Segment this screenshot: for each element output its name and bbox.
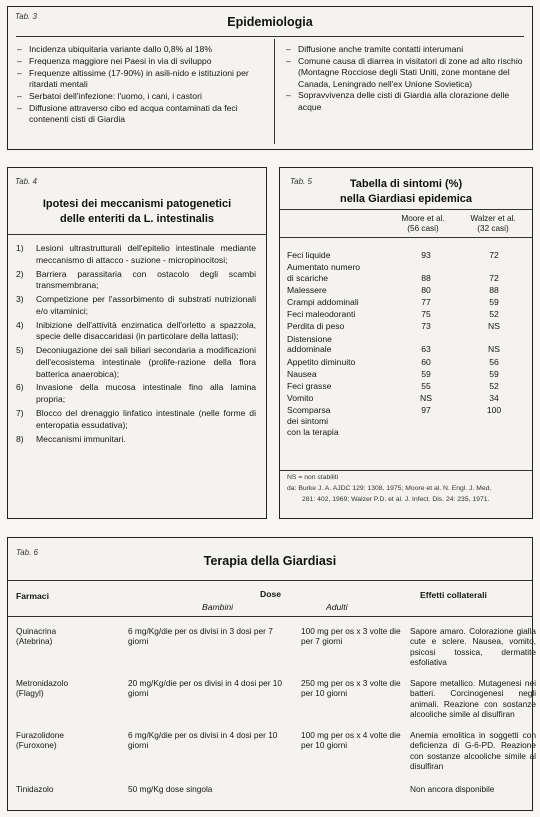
numbered-item [16, 434, 256, 446]
list-item [17, 103, 263, 126]
list-item-text: Diffusione anche tramite contatti interumani [298, 44, 464, 54]
moore-value: 75 [421, 309, 431, 320]
dose-bambini: 6 mg/Kg/die per os divisi in 3 dosi per 7 giorni [128, 626, 273, 647]
walzer-value: 59 [489, 368, 499, 379]
tab5-col2-sub: (32 casi) [477, 224, 509, 233]
drug-name-line: (Flagyl) [16, 688, 44, 699]
symptom-name-line: dei sintomi [287, 415, 329, 426]
dose-adulti: 100 mg per os x 4 volte die per 10 giorni [301, 730, 401, 751]
walzer-value: 59 [489, 297, 499, 308]
tab4-title-line1: Ipotesi dei meccanismi patogenetici [42, 198, 232, 210]
list-item-text: Diffusione attraverso cibo ed acqua contaminati da feci contenenti cisti di Giardia [29, 102, 238, 124]
list-item [286, 44, 523, 55]
symptom-name-line: Nausea [287, 368, 317, 379]
item-text: Deconiugazione dei sali biliari secondaria a modificazioni dell'ecosistema intestinale (prolife-razione della flora batterica anaerobica); [36, 345, 256, 379]
numbered-item [16, 294, 256, 317]
dash-bullet: – [286, 44, 291, 54]
drug-name-line: Tinidazolo [16, 784, 54, 794]
symptom-name-line: addominale [287, 344, 332, 355]
walzer-value: 52 [489, 309, 499, 320]
list-item [17, 91, 263, 102]
symptom-name-line: Distensione [287, 333, 332, 344]
side-effects: Anemia emolitica in soggetti con deficienza di G-6-PD. Reazione con sostanze alcooliche simile al disulfiran [410, 730, 536, 771]
tab5-title-divider [280, 209, 532, 210]
item-text: Blocco del drenaggio linfatico intestinale (nelle forme di enteropatia essudativa); [36, 408, 256, 430]
dash-bullet: – [17, 90, 22, 101]
dose-bambini: 6 mg/Kg/die per os divisi in 4 dosi per 10 giorni [128, 730, 278, 751]
tab6-terapia [7, 537, 536, 811]
tab4-title-line2: delle enteriti da L. intestinalis [59, 213, 215, 225]
walzer-value: 34 [489, 392, 499, 403]
moore-value: 63 [421, 344, 431, 355]
dash-bullet: – [17, 102, 22, 113]
moore-value: 73 [421, 321, 431, 332]
numbered-item [16, 345, 256, 380]
numbered-item [16, 382, 256, 405]
symptom-name-line: Feci liquide [287, 250, 331, 260]
tab5-col2-header [465, 214, 521, 234]
walzer-value: 72 [489, 250, 499, 260]
tab3-column-divider [274, 39, 275, 144]
tab6-title: Terapia della Giardiasi [203, 554, 337, 568]
tab5-footer-divider [280, 470, 532, 471]
symptom-name-line: con la terapia [287, 426, 339, 437]
walzer-value: 100 [486, 404, 502, 415]
dose-bambini: 20 mg/Kg/die per os divisi in 4 dosi per 10 giorni [128, 678, 283, 699]
symptom-name [287, 321, 397, 332]
moore-value: 93 [421, 250, 431, 260]
side-effects: Non ancora disponibile [410, 784, 495, 794]
symptom-name-line: Feci maleodoranti [287, 309, 356, 320]
dash-bullet: – [286, 90, 291, 101]
list-item [286, 90, 523, 113]
tab3-label: Tab. 3 [15, 12, 37, 21]
drug-name-line: Quinacrina [16, 626, 57, 636]
tab4-meccanismi [7, 167, 267, 519]
symptom-name-line: Vomito [287, 392, 314, 403]
item-number: 3) [16, 294, 24, 305]
tab5-title-line1: Tabella di sintomi (%) [349, 178, 463, 190]
moore-value: 77 [421, 297, 431, 308]
item-number: 6) [16, 382, 24, 393]
symptom-row [287, 393, 522, 404]
tab5-note: NS = non stabiliti [287, 474, 339, 481]
list-item-text: Frequenze altissime (17-90%) in asili-nido e istituzioni per ritardati mentali [29, 67, 249, 89]
symptom-row [287, 285, 522, 296]
tab6-sub-adulti: Adulti [326, 602, 348, 612]
item-number: 4) [16, 319, 24, 330]
side-effects: Sapore metallico. Mutagenesi nei batteri. Corcinogenesi negli animali. Reazione con sostanze alcooliche simile al disulfiran [410, 678, 536, 719]
numbered-item [16, 269, 256, 292]
drug-name [16, 626, 126, 647]
tab5-col2-name: Walzer et al. [470, 214, 516, 223]
symptom-row [287, 297, 522, 308]
symptom-name [287, 262, 397, 284]
item-text: Lesioni ultrastrutturali dell'epitelio intestinale mediante meccanismo di attacco - suzione - micropinocitosi; [36, 243, 256, 265]
drug-name-line: (Furoxone) [16, 740, 57, 751]
symptom-row [287, 357, 522, 368]
list-item-text: Sopravvivenza delle cisti di Giardia alla clorazione delle acque [298, 90, 510, 112]
tab5-source-line1: da: Burke J. A. AJDC 129: 1308, 1975; Moore et al. N. Engl. J. Med. [287, 485, 492, 492]
symptom-name-line: di scariche [287, 273, 329, 283]
tab4-list [16, 243, 256, 448]
tab6-head-farmaci: Farmaci [16, 591, 49, 601]
list-item [17, 68, 263, 91]
symptom-row [287, 405, 522, 438]
item-number: 8) [16, 433, 24, 444]
side-effects: Sapore amaro. Colorazione gialla cute e sclere. Nausea, vomito, psicosi tossica, dermatite esfoliativa [410, 626, 536, 667]
drug-name-line: Metronidazolo [16, 678, 69, 688]
drug-name [16, 730, 126, 751]
list-item-text: Serbatoi dell'infezione: l'uomo, i cani, i castori [29, 90, 202, 101]
moore-value: 80 [421, 285, 431, 296]
walzer-value: NS [488, 321, 500, 332]
symptom-name [287, 405, 397, 438]
symptom-name [287, 334, 397, 356]
tab6-sub-bambini: Bambini [202, 602, 234, 612]
item-number: 2) [16, 268, 24, 279]
walzer-value: 56 [489, 356, 499, 367]
drug-name [16, 784, 126, 794]
symptom-name-line: Aumentato numero [287, 262, 361, 273]
symptom-row [287, 309, 522, 320]
tab5-col1-name: Moore et al. [401, 214, 445, 223]
numbered-item [16, 320, 256, 343]
dose-adulti: 250 mg per os x 3 volte die per 10 giorni [301, 678, 401, 699]
dash-bullet: – [17, 55, 22, 66]
symptom-name-line: Appetito diminuito [287, 356, 356, 367]
symptom-name-line: Scomparsa [287, 404, 331, 415]
numbered-item [16, 243, 256, 266]
walzer-value: 88 [489, 285, 499, 296]
tab5-title-line2: nella Giardiasi epidemica [339, 193, 473, 205]
tab5-source-line2: 281: 402, 1969; Walzer P.D. et al. J. Infect. Dis. 24: 235, 1971. [302, 496, 490, 503]
dash-bullet: – [17, 67, 22, 78]
item-text: Inibizione dell'attività enzimatica dell'orletto a spazzola, specie delle disaccaridasi (in particolare della lattasi); [36, 319, 256, 342]
symptom-name-line: Feci grasse [287, 380, 332, 391]
drug-name-line: (Atebrina) [16, 636, 53, 647]
dash-bullet: – [17, 44, 22, 54]
tab3-title: Epidemiologia [227, 15, 313, 29]
tab3-left-list [17, 44, 263, 126]
symptom-row [287, 369, 522, 380]
moore-value: NS [420, 392, 432, 403]
tab5-header-divider [280, 237, 532, 238]
tab4-divider [8, 234, 266, 235]
tab5-col1-header [397, 214, 449, 234]
symptom-row [287, 381, 522, 392]
item-text: Barriera parassitaria con ostacolo degli scambi transmembrana; [36, 268, 256, 291]
item-text: Invasione della mucosa intestinale fino alla lamina propria; [36, 382, 256, 405]
tab5-col1-sub: (56 casi) [407, 224, 439, 233]
tab3-right-list [286, 44, 523, 114]
tab5-sintomi [279, 167, 533, 519]
symptom-name [287, 285, 397, 296]
walzer-value: 72 [489, 272, 499, 283]
dash-bullet: – [286, 55, 291, 66]
list-item [286, 56, 523, 90]
tab3-epidemiologia [7, 6, 533, 150]
drug-name-line: Furazolidone [16, 730, 64, 740]
moore-value: 60 [421, 356, 431, 367]
moore-value: 59 [421, 368, 431, 379]
symptom-name [287, 393, 397, 404]
tab6-header-divider [8, 616, 532, 617]
symptom-name [287, 369, 397, 380]
symptom-name-line: Perdita di peso [287, 321, 345, 332]
moore-value: 55 [421, 380, 431, 391]
dose-adulti: 100 mg per os x 3 volte die per 7 giorni [301, 626, 401, 647]
item-text: Competizione per l'assorbimento di substrati nutrizionali e/o vitaminici; [36, 294, 256, 316]
symptom-name-line: Crampi addominali [287, 297, 359, 308]
moore-value: 88 [421, 272, 431, 283]
symptom-row [287, 334, 522, 356]
tab6-label: Tab. 6 [16, 548, 38, 557]
symptom-name [287, 297, 397, 308]
symptom-row [287, 250, 522, 261]
tab6-title-divider [8, 580, 532, 581]
item-number: 7) [16, 408, 24, 419]
tab5-label: Tab. 5 [290, 177, 312, 186]
dose-bambini: 50 mg/Kg dose singola [128, 784, 213, 794]
tab6-head-effetti: Effetti collaterali [420, 590, 487, 600]
moore-value: 97 [421, 404, 431, 415]
list-item-text: Comune causa di diarrea in visitatori di zone ad alto rischio (Montagne Rocciose degli Stati Uniti, zone montane del Canada, Leningrado nell'ex Unione Sovietica) [298, 55, 523, 89]
symptom-row [287, 262, 522, 284]
numbered-item [16, 408, 256, 431]
list-item [17, 56, 263, 67]
drug-name [16, 678, 126, 699]
list-item [17, 44, 263, 55]
tab6-head-dose: Dose [260, 589, 282, 599]
item-number: 1) [16, 243, 24, 253]
symptom-name [287, 309, 397, 320]
tab3-divider [16, 36, 524, 37]
list-item-text: Frequenza maggiore nei Paesi in via di sviluppo [29, 55, 212, 66]
symptom-name [287, 357, 397, 368]
symptom-name [287, 381, 397, 392]
item-number: 5) [16, 345, 24, 356]
item-text: Meccanismi immunitari. [36, 433, 126, 444]
walzer-value: NS [488, 344, 500, 355]
symptom-row [287, 321, 522, 332]
tab4-label: Tab. 4 [15, 177, 37, 186]
symptom-name [287, 250, 397, 261]
walzer-value: 52 [489, 380, 499, 391]
list-item-text: Incidenza ubiquitaria variante dallo 0,8% al 18% [29, 44, 212, 54]
symptom-name-line: Malessere [287, 285, 327, 296]
